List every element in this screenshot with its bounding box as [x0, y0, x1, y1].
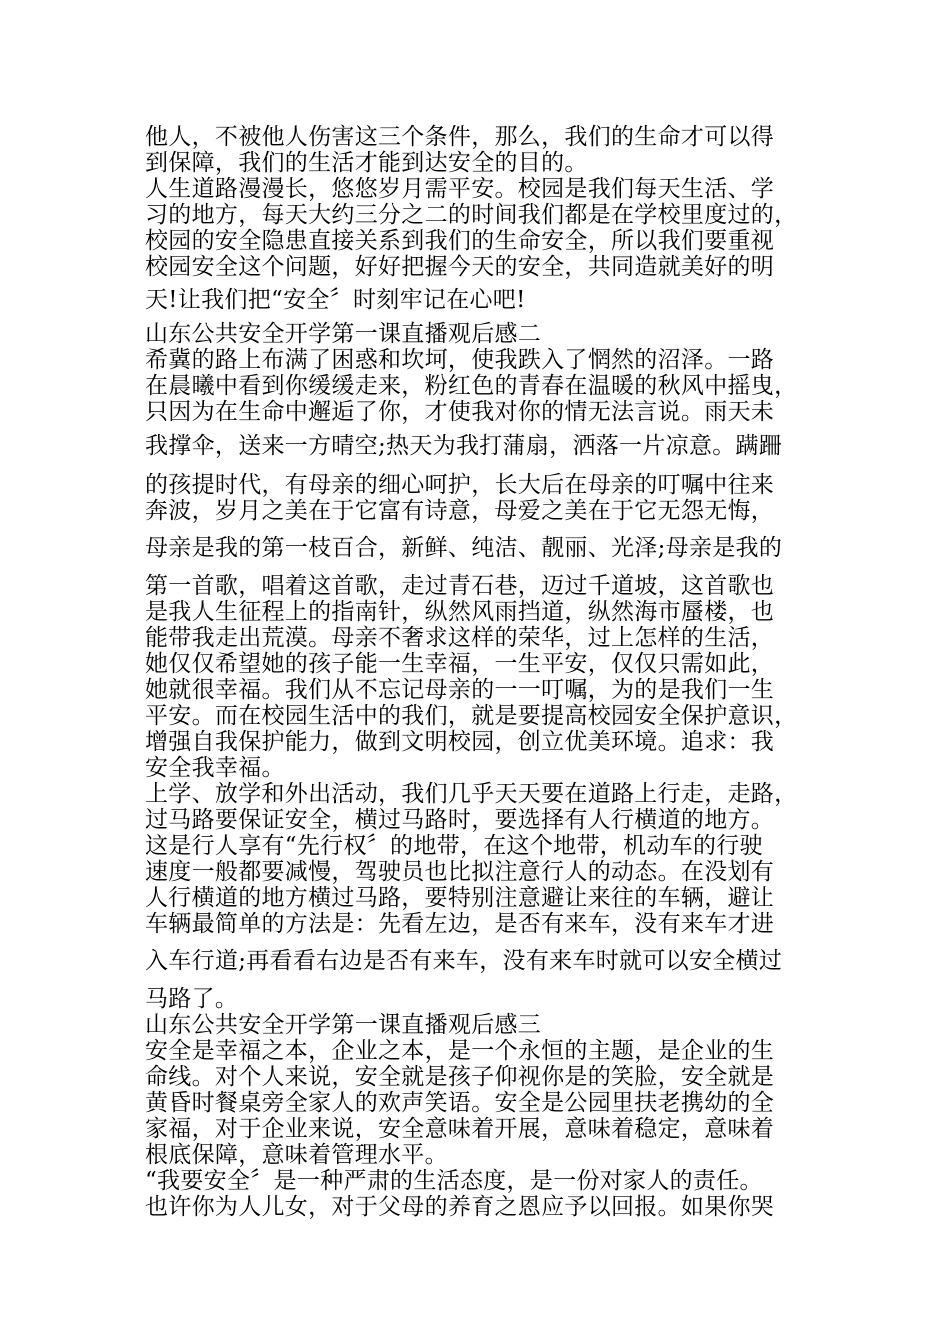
text-line: 上学、放学和外出活动，我们几乎天天要在道路上行走，走路， [145, 781, 798, 807]
text-line: 他人，不被他人伤害这三个条件，那么，我们的生命才可以得 [145, 124, 775, 150]
text-line: 在晨曦中看到你缓缓走来，粉红色的青春在温暖的秋风中摇曳， [145, 373, 798, 399]
text-line: 速度一般都要减慢，驾驶员也比拟注意行人的动态。在没划有 [145, 859, 775, 885]
text-line: 校园安全这个问题，好好把握今天的安全，共同造就美好的明 [145, 254, 775, 280]
text-line: 安全是幸福之本，企业之本，是一个永恒的主题，是企业的生 [145, 1038, 775, 1064]
text-line: 安全我幸福。 [145, 755, 285, 781]
text-line: 她仅仅希望她的孩子能一生幸福，一生平安，仅仅只需如此， [145, 651, 775, 677]
text-line: 第一首歌，唱着这首歌，走过青石巷，迈过千道坡，这首歌也 [145, 573, 775, 599]
text-line: 家福，对于企业来说，安全意味着开展，意味着稳定，意味着 [145, 1116, 775, 1142]
text-line: 我撑伞，送来一方晴空;热天为我打蒲扇，洒落一片凉意。蹒跚 [145, 433, 783, 459]
text-line: 人行横道的地方横过马路，要特别注意避让来往的车辆，避让 [145, 885, 775, 911]
text-line: 到保障，我们的生活才能到达安全的目的。 [145, 150, 588, 176]
text-line: 奔波，岁月之美在于它富有诗意，母爱之美在于它无怨无悔， [145, 498, 775, 524]
text-line: 这是行人享有“先行权〞的地带，在这个地带，机动车的行驶 [145, 833, 763, 859]
text-line: 也许你为人儿女，对于父母的养育之恩应予以回报。如果你哭 [145, 1194, 775, 1220]
text-line: 能带我走出荒漠。母亲不奢求这样的荣华，过上怎样的生活， [145, 625, 775, 651]
text-line: 车辆最简单的方法是：先看左边，是否有来车，没有来车才进 [145, 911, 775, 937]
text-line: 母亲是我的第一枝百合，新鲜、纯洁、靓丽、光泽;母亲是我的 [145, 535, 783, 561]
text-line: 她就很幸福。我们从不忘记母亲的一一叮嘱，为的是我们一生 [145, 677, 775, 703]
section-heading: 山东公共安全开学第一课直播观后感二 [145, 321, 542, 347]
text-line: 马路了。 [145, 986, 239, 1012]
text-line: 过马路要保证安全，横过马路时，要选择有人行横道的地方。 [145, 807, 775, 833]
text-line: 平安。而在校园生活中的我们，就是要提高校园安全保护意识， [145, 703, 798, 729]
text-line: 入车行道;再看看右边是否有来车，没有来车时就可以安全横过 [145, 948, 783, 974]
text-line: 校园的安全隐患直接关系到我们的生命安全，所以我们要重视 [145, 228, 775, 254]
text-line: 黄昏时餐桌旁全家人的欢声笑语。安全是公园里扶老携幼的全 [145, 1090, 775, 1116]
text-line: 习的地方，每天大约三分之二的时间我们都是在学校里度过的， [145, 202, 798, 228]
text-line: 增强自我保护能力，做到文明校园，创立优美环境。追求：我 [145, 729, 775, 755]
section-heading: 山东公共安全开学第一课直播观后感三 [145, 1012, 542, 1038]
text-line: “我要安全〞是一种严肃的生活态度，是一份对家人的责任。 [145, 1168, 763, 1194]
text-line: 天!让我们把“安全〞时刻牢记在心吧! [145, 287, 526, 313]
text-line: 根底保障，意味着管理水平。 [145, 1142, 448, 1168]
text-line: 的孩提时代，有母亲的细心呵护，长大后在母亲的叮嘱中往来 [145, 472, 775, 498]
text-line: 希冀的路上布满了困惑和坎坷，使我跌入了惘然的沼泽。一路 [145, 347, 775, 373]
text-line: 只因为在生命中邂逅了你，才使我对你的情无法言说。雨天未 [145, 399, 775, 425]
text-line: 命线。对个人来说，安全就是孩子仰视你是的笑脸，安全就是 [145, 1064, 775, 1090]
text-line: 人生道路漫漫长，悠悠岁月需平安。校园是我们每天生活、学 [145, 176, 775, 202]
text-line: 是我人生征程上的指南针，纵然风雨挡道，纵然海市蜃楼，也 [145, 599, 775, 625]
